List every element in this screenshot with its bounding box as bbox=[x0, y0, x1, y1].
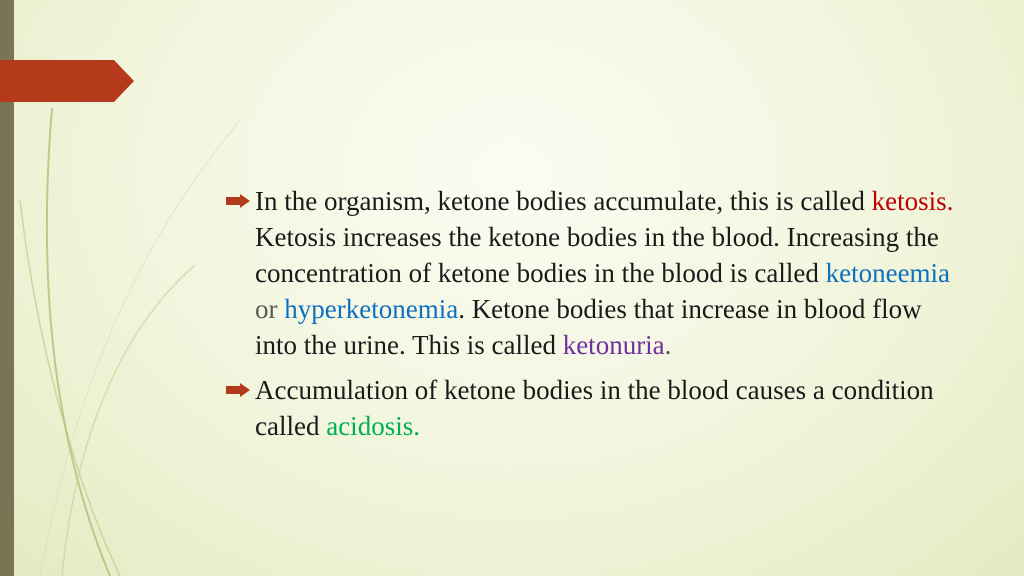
text-segment: . bbox=[664, 330, 672, 360]
arrow-bullet-icon bbox=[226, 383, 250, 397]
term-ketonuria: ketonuria bbox=[562, 330, 665, 360]
term-hyperketonemia: hyperketonemia bbox=[284, 294, 459, 324]
arrow-bullet-icon bbox=[226, 194, 250, 208]
slide-content bbox=[226, 183, 966, 453]
term-acidosis: acidosis. bbox=[326, 411, 420, 441]
term-ketoneemia: ketoneemia bbox=[825, 258, 951, 288]
text-segment: Ketosis increases the ketone bodies in the blood. Increasing the concentration of ketone bodies in the blood is called bbox=[255, 222, 939, 288]
text-segment: or bbox=[255, 294, 285, 324]
term-ketosis: ketosis. bbox=[871, 186, 954, 216]
bullet-ketosis bbox=[226, 183, 966, 363]
text-segment: Accumulation of ketone bodies in the blood causes a condition called bbox=[255, 375, 934, 441]
text-segment: . Ketone bodies that increase in blood flow into the urine. This is called bbox=[255, 294, 922, 360]
text-segment: In the organism, ketone bodies accumulate, this is called bbox=[255, 186, 872, 216]
bullet-acidosis bbox=[226, 372, 966, 444]
